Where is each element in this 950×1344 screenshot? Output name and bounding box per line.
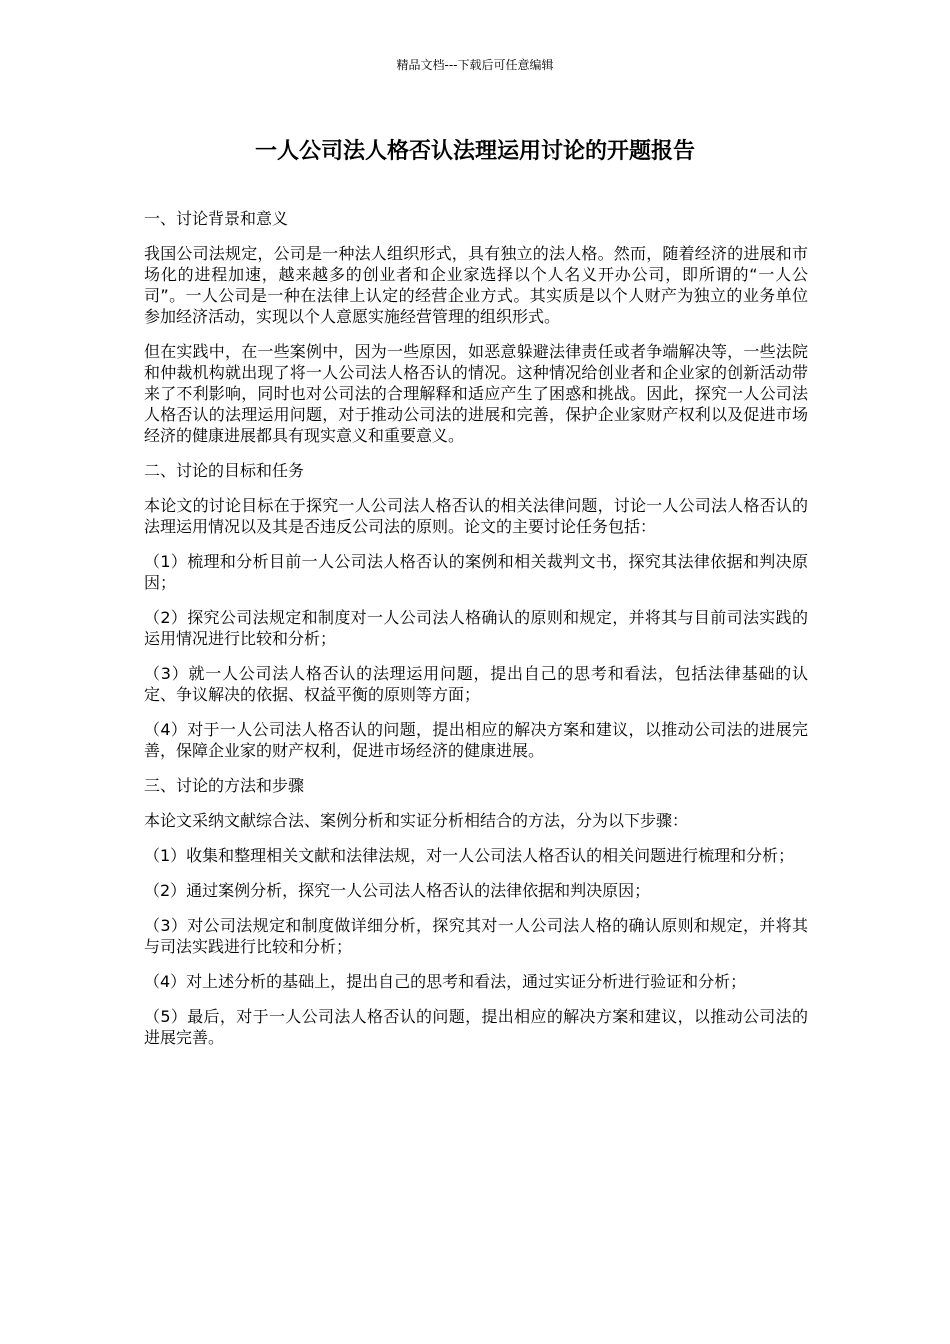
list-item: （4）对上述分析的基础上，提出自己的思考和看法，通过实证分析进行验证和分析； xyxy=(144,972,747,991)
list-item: （3）对公司法规定和制度做详细分析，探究其对一人公司法人格的确认原则和规定，并将其与司法实践进行比较和分析； xyxy=(144,916,808,956)
list-item: （4）对于一人公司法人格否认的问题，提出相应的解决方案和建议，以推动公司法的进展完善，保障企业家的财产权利，促进市场经济的健康进展。 xyxy=(144,720,808,760)
document-body xyxy=(144,208,808,1062)
list-item: （2）探究公司法规定和制度对一人公司法人格确认的原则和规定，并将其与目前司法实践的运用情况进行比较和分析； xyxy=(144,608,808,648)
paragraph: 本论文的讨论目标在于探究一人公司法人格否认的相关法律问题，讨论一人公司法人格否认的法理运用情况以及其是否违反公司法的原则。论文的主要讨论任务包括： xyxy=(144,496,808,536)
paragraph: 但在实践中，在一些案例中，因为一些原因，如恶意躲避法律责任或者争端解决等，一些法院和仲裁机构就出现了将一人公司法人格否认的情况。这种情况给创业者和企业家的创新活动带来了不利影响，同时也对公司法的合理解释和适应产生了困惑和挑战。因此，探究一人公司法人格否认的法理运用问题，对于推动公司法的进展和完善，保护企业家财产权利以及促进市场经济的健康进展都具有现实意义和重要意义。 xyxy=(144,342,808,445)
section-heading: 一、讨论背景和意义 xyxy=(144,209,289,228)
list-item: （3）就一人公司法人格否认的法理运用问题，提出自己的思考和看法，包括法律基础的认定、争议解决的依据、权益平衡的原则等方面； xyxy=(144,664,808,704)
header-note: 精品文档---下载后可任意编辑 xyxy=(396,58,554,72)
paragraph: 本论文采纳文献综合法、案例分析和实证分析相结合的方法，分为以下步骤： xyxy=(144,811,689,830)
list-item: （5）最后，对于一人公司法人格否认的问题，提出相应的解决方案和建议，以推动公司法的进展完善。 xyxy=(144,1007,808,1047)
paragraph: 我国公司法规定，公司是一种法人组织形式，具有独立的法人格。然而，随着经济的进展和市场化的进程加速，越来越多的创业者和企业家选择以个人名义开办公司，即所谓的“一人公司”。一人公司是一种在法律上认定的经营企业方式。其实质是以个人财产为独立的业务单位参加经济活动，实现以个人意愿实施经营管理的组织形式。 xyxy=(144,244,808,326)
list-item: （1）梳理和分析目前一人公司法人格否认的案例和相关裁判文书，探究其法律依据和判决原因； xyxy=(144,552,808,592)
section-heading: 三、讨论的方法和步骤 xyxy=(144,776,305,795)
list-item: （2）通过案例分析，探究一人公司法人格否认的法律依据和判决原因； xyxy=(144,881,651,900)
section-heading: 二、讨论的目标和任务 xyxy=(144,461,305,480)
document-title: 一人公司法人格否认法理运用讨论的开题报告 xyxy=(254,139,695,164)
list-item: （1）收集和整理相关文献和法律法规，对一人公司法人格否认的相关问题进行梳理和分析； xyxy=(144,846,795,865)
